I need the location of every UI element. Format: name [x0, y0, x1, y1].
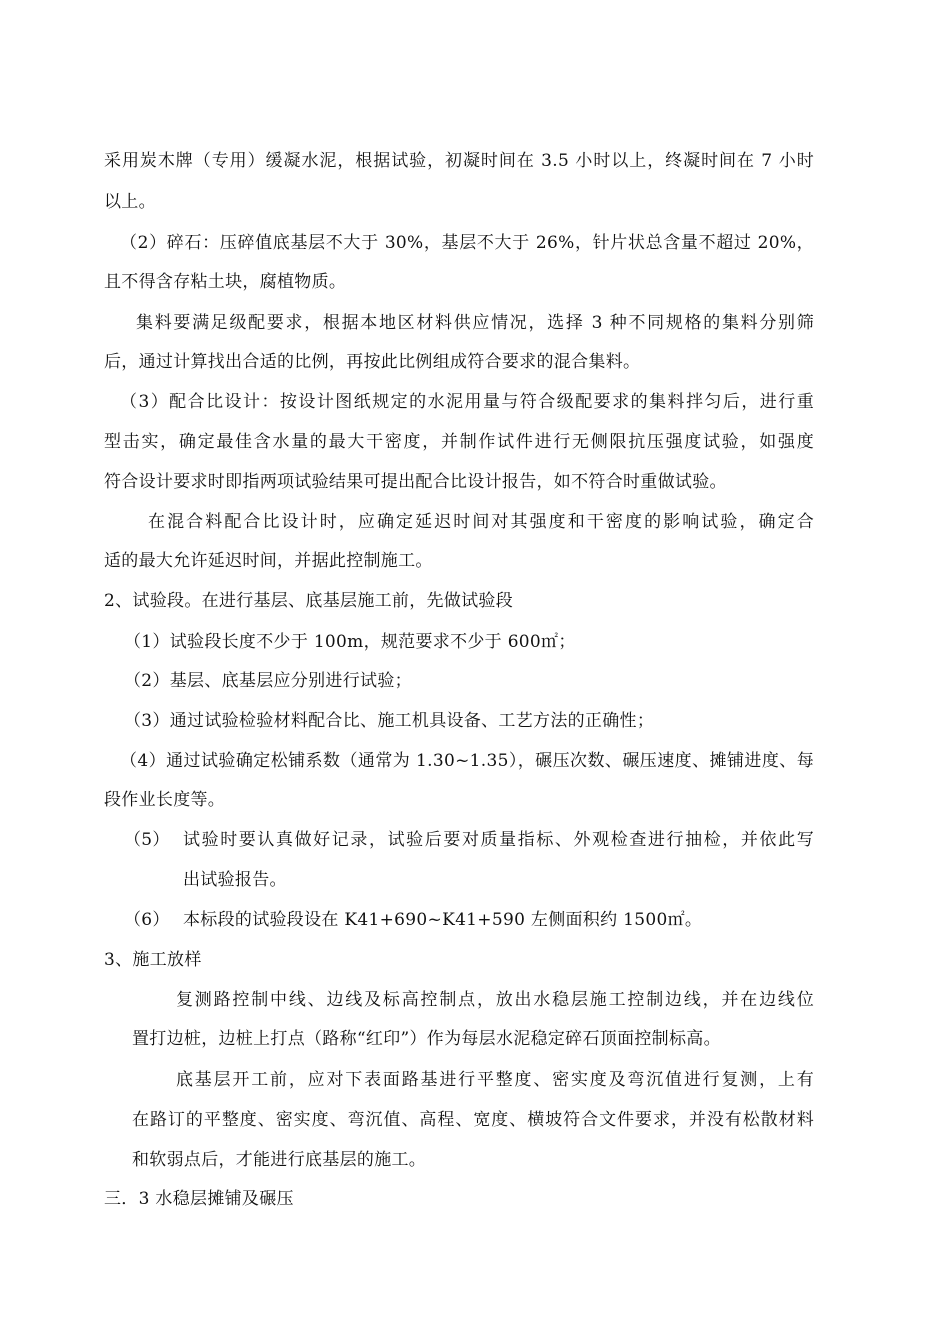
paragraph-line: 在路订的平整度、密实度、弯沉值、高程、宽度、横坡符合文件要求，并没有松散材料 — [132, 1110, 814, 1130]
list-item-number: （6） — [124, 910, 170, 930]
section-heading: 2、试验段。在进行基层、底基层施工前，先做试验段 — [104, 591, 514, 611]
list-item: 段作业长度等。 — [104, 790, 226, 810]
paragraph-line: （3）配合比设计：按设计图纸规定的水泥用量与符合级配要求的集料拌匀后，进行重 — [120, 392, 814, 412]
list-item: 试验时要认真做好记录，试验后要对质量指标、外观检查进行抽检，并依此写 — [183, 830, 814, 850]
list-item: （4）通过试验确定松铺系数（通常为 1.30~1.35），碾压次数、碾压速度、摊铺进度、每 — [120, 751, 814, 771]
paragraph-line: 后，通过计算找出合适的比例，再按此比例组成符合要求的混合集料。 — [104, 352, 641, 372]
section-heading: 3、施工放样 — [104, 950, 202, 970]
paragraph-line: 复测路控制中线、边线及标高控制点，放出水稳层施工控制边线，并在边线位 — [176, 990, 814, 1010]
paragraph-line: 型击实，确定最佳含水量的最大干密度，并制作试件进行无侧限抗压强度试验，如强度 — [104, 432, 814, 452]
paragraph-line: 底基层开工前，应对下表面路基进行平整度、密实度及弯沉值进行复测，上有 — [176, 1070, 814, 1090]
section-heading: 三．3 水稳层摊铺及碾压 — [104, 1189, 294, 1209]
list-item: （1）试验段长度不少于 100m，规范要求不少于 600㎡； — [124, 632, 576, 652]
paragraph-line: 以上。 — [104, 192, 156, 212]
paragraph-line: 且不得含存粘土块，腐植物质。 — [104, 272, 347, 292]
paragraph-line: （2）碎石：压碎值底基层不大于 30%，基层不大于 26%，针片状总含量不超过 20%， — [120, 233, 814, 253]
paragraph-line: 置打边桩，边桩上打点（路称“红印”）作为每层水泥稳定碎石顶面控制标高。 — [132, 1029, 721, 1049]
paragraph-line: 适的最大允许延迟时间，并据此控制施工。 — [104, 551, 433, 571]
list-item-number: （5） — [124, 830, 170, 850]
paragraph-line: 符合设计要求时即指两项试验结果可提出配合比设计报告，如不符合时重做试验。 — [104, 472, 727, 492]
list-item: 本标段的试验段设在 K41+690~K41+590 左侧面积约 1500㎡。 — [183, 910, 703, 930]
list-item: （3）通过试验检验材料配合比、施工机具设备、工艺方法的正确性； — [124, 711, 655, 731]
paragraph-line: 在混合料配合比设计时，应确定延迟时间对其强度和干密度的影响试验，确定合 — [148, 512, 814, 532]
paragraph-line: 采用炭木牌（专用）缓凝水泥，根据试验，初凝时间在 3.5 小时以上，终凝时间在 7 小时 — [104, 151, 814, 171]
paragraph-line: 和软弱点后，才能进行底基层的施工。 — [132, 1150, 427, 1170]
list-item: （2）基层、底基层应分别进行试验； — [124, 671, 412, 691]
paragraph-line: 集料要满足级配要求，根据本地区材料供应情况，选择 3 种不同规格的集料分别筛 — [136, 313, 814, 333]
list-item: 出试验报告。 — [183, 870, 287, 890]
